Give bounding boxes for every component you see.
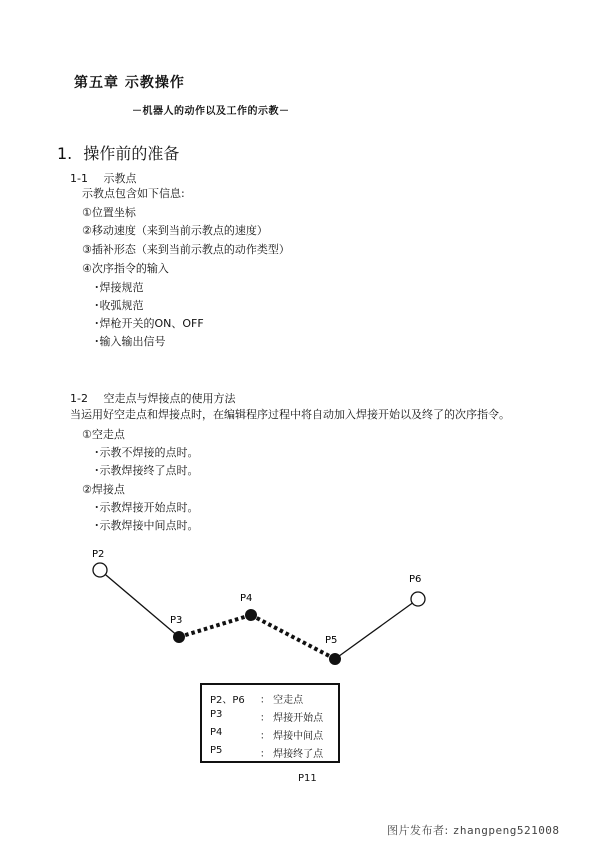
legend-key: P2、P6 [210,695,245,706]
bullet-item: ･示教焊接中间点时。 [94,519,199,532]
point-label: P3 [170,615,183,626]
point-label: P5 [325,635,338,646]
legend-row [210,709,338,723]
legend-value: ： 焊接中间点 [260,731,324,742]
section-1-title: 操作前的准备 [83,144,180,163]
legend-value: ： 空走点 [260,695,304,706]
point-label: P6 [409,574,422,585]
point-label: P2 [92,549,105,560]
weld-line [179,615,251,637]
info-item: ②移动速度（来到当前示教点的速度） [82,224,268,237]
legend-key: P3 [210,709,223,720]
info-item: ③插补形态（来到当前示教点的动作类型） [82,243,290,256]
watermark-label: 图片发布者: [387,824,449,837]
bullet-item: ･输入输出信号 [94,335,166,348]
subsection-1-2-intro: 当运用好空走点和焊接点时，在编辑程序过程中将自动加入焊接开始以及终了的次序指令。 [70,408,510,421]
legend-value: ： 焊接终了点 [260,749,324,760]
legend-key: P5 [210,745,223,756]
subsection-1-1-title: 示教点 [103,172,137,185]
info-item: ①位置坐标 [82,206,136,219]
point-label: P4 [240,593,253,604]
weld-point-marker [329,653,341,665]
section-1-number: 1. [57,144,73,163]
info-item: ④次序指令的输入 [82,262,169,275]
chapter-subtitle: －机器人的动作以及工作的示教－ [132,106,290,117]
legend-row [210,691,338,705]
air-move-line [100,570,179,637]
air-point-heading: ①空走点 [82,428,125,441]
bullet-item: ･示教焊接开始点时。 [94,501,199,514]
subsection-1-1-number: 1-1 [70,172,88,185]
legend-key: P4 [210,727,223,738]
air-point-marker [93,563,107,577]
legend-row [210,745,338,759]
air-point-marker [411,592,425,606]
bullet-item: ･示教焊接终了点时。 [94,464,199,477]
watermark-user: zhangpeng521008 [452,824,560,837]
watermark [387,822,560,838]
legend-value: ： 焊接开始点 [260,713,324,724]
weld-point-marker [173,631,185,643]
weld-point-marker [245,609,257,621]
subsection-1-2-title: 空走点与焊接点的使用方法 [103,392,236,405]
weld-line [251,615,338,659]
point-legend [200,683,340,763]
subsection-1-1-intro: 示教点包含如下信息: [82,187,185,200]
subsection-1-2-number: 1-2 [70,392,88,405]
bullet-item: ･焊枪开关的ON、OFF [94,317,204,330]
bullet-item: ･收弧规范 [94,299,144,312]
air-move-line [335,599,418,659]
weld-point-heading: ②焊接点 [82,483,125,496]
figure-caption: P11 [298,773,317,784]
bullet-item: ･焊接规范 [94,281,144,294]
legend-row [210,727,338,741]
bullet-item: ･示教不焊接的点时。 [94,446,199,459]
chapter-title: 第五章 示教操作 [74,75,185,91]
